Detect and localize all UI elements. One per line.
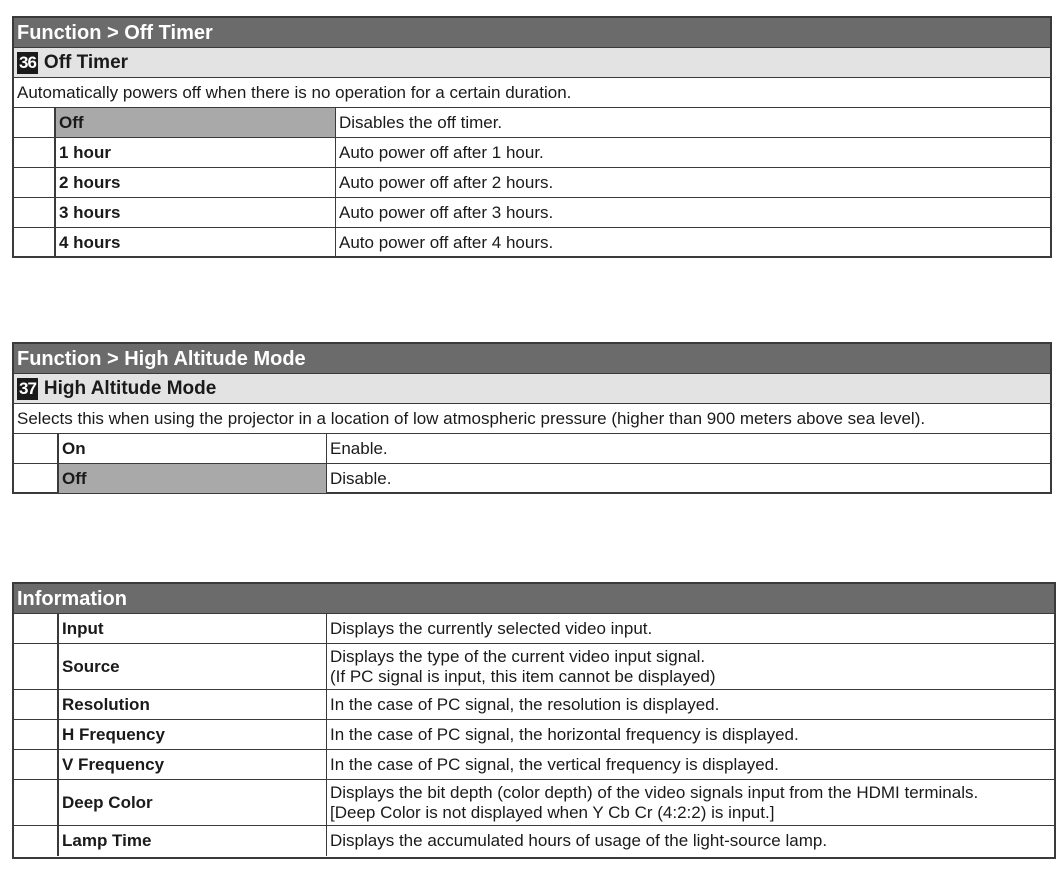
option-3-hours-label[interactable]: 3 hours <box>56 198 336 227</box>
high-altitude-description: Selects this when using the projector in a location of low atmospheric pressure (higher than 900 meters above sea level). <box>14 404 1050 434</box>
info-row <box>14 750 1054 780</box>
off-timer-options <box>14 108 1050 257</box>
option-1-hour-label[interactable]: 1 hour <box>56 138 336 167</box>
off-timer-title: Off Timer <box>43 52 129 73</box>
info-desc-line: [Deep Color is not displayed when Y Cb Cr (4:2:2) is input.] <box>330 802 775 822</box>
info-desc-line: (If PC signal is input, this item cannot be displayed) <box>330 666 716 686</box>
info-desc: In the case of PC signal, the resolution is displayed. <box>330 694 720 714</box>
off-timer-header: Function > Off Timer <box>14 18 1050 48</box>
off-timer-description: Automatically powers off when there is no operation for a certain duration. <box>14 78 1050 108</box>
info-desc <box>327 780 1054 825</box>
info-lamp-time-label: Lamp Time <box>59 826 327 856</box>
info-desc <box>327 644 1054 689</box>
off-timer-title-row <box>14 48 1050 78</box>
option-row[interactable] <box>14 198 1050 228</box>
info-h-frequency-label: H Frequency <box>59 720 327 749</box>
option-desc: Enable. <box>330 438 388 458</box>
info-row <box>14 720 1054 750</box>
option-desc: Auto power off after 4 hours. <box>339 232 554 252</box>
option-row[interactable] <box>14 434 1050 464</box>
option-desc: Disables the off timer. <box>339 112 503 132</box>
information-header: Information <box>14 584 1054 614</box>
info-row <box>14 780 1054 826</box>
option-desc: Auto power off after 3 hours. <box>339 202 554 222</box>
info-desc-line: Displays the bit depth (color depth) of the video signals input from the HDMI terminals. <box>330 782 979 802</box>
high-altitude-header: Function > High Altitude Mode <box>14 344 1050 374</box>
info-row <box>14 826 1054 856</box>
info-row <box>14 614 1054 644</box>
option-row[interactable] <box>14 228 1050 257</box>
option-row[interactable] <box>14 108 1050 138</box>
option-off-label[interactable]: Off <box>59 464 327 493</box>
option-row[interactable] <box>14 168 1050 198</box>
high-altitude-section <box>12 342 1052 494</box>
high-altitude-options <box>14 434 1050 493</box>
option-4-hours-label[interactable]: 4 hours <box>56 228 336 257</box>
option-desc: Disable. <box>330 468 392 488</box>
info-resolution-label: Resolution <box>59 690 327 719</box>
option-off-label[interactable]: Off <box>56 108 336 137</box>
info-row <box>14 644 1054 690</box>
info-desc: Displays the currently selected video input. <box>330 618 653 638</box>
info-desc-line: Displays the type of the current video input signal. <box>330 646 706 666</box>
information-section <box>12 582 1056 859</box>
info-v-frequency-label: V Frequency <box>59 750 327 779</box>
info-desc: In the case of PC signal, the horizontal frequency is displayed. <box>330 724 799 744</box>
high-altitude-title: High Altitude Mode <box>43 378 217 399</box>
off-timer-section <box>12 16 1052 258</box>
option-row[interactable] <box>14 464 1050 493</box>
option-desc: Auto power off after 1 hour. <box>339 142 544 162</box>
item-number-badge: 36 <box>19 53 36 72</box>
info-desc: Displays the accumulated hours of usage of the light-source lamp. <box>330 831 828 850</box>
option-2-hours-label[interactable]: 2 hours <box>56 168 336 197</box>
option-desc: Auto power off after 2 hours. <box>339 172 554 192</box>
info-deep-color-label: Deep Color <box>59 780 327 825</box>
item-number-badge: 37 <box>19 379 36 398</box>
high-altitude-title-row <box>14 374 1050 404</box>
info-input-label: Input <box>59 614 327 643</box>
info-source-label: Source <box>59 644 327 689</box>
info-desc: In the case of PC signal, the vertical frequency is displayed. <box>330 754 779 774</box>
information-items <box>14 614 1054 856</box>
option-row[interactable] <box>14 138 1050 168</box>
info-row <box>14 690 1054 720</box>
option-on-label[interactable]: On <box>59 434 327 463</box>
